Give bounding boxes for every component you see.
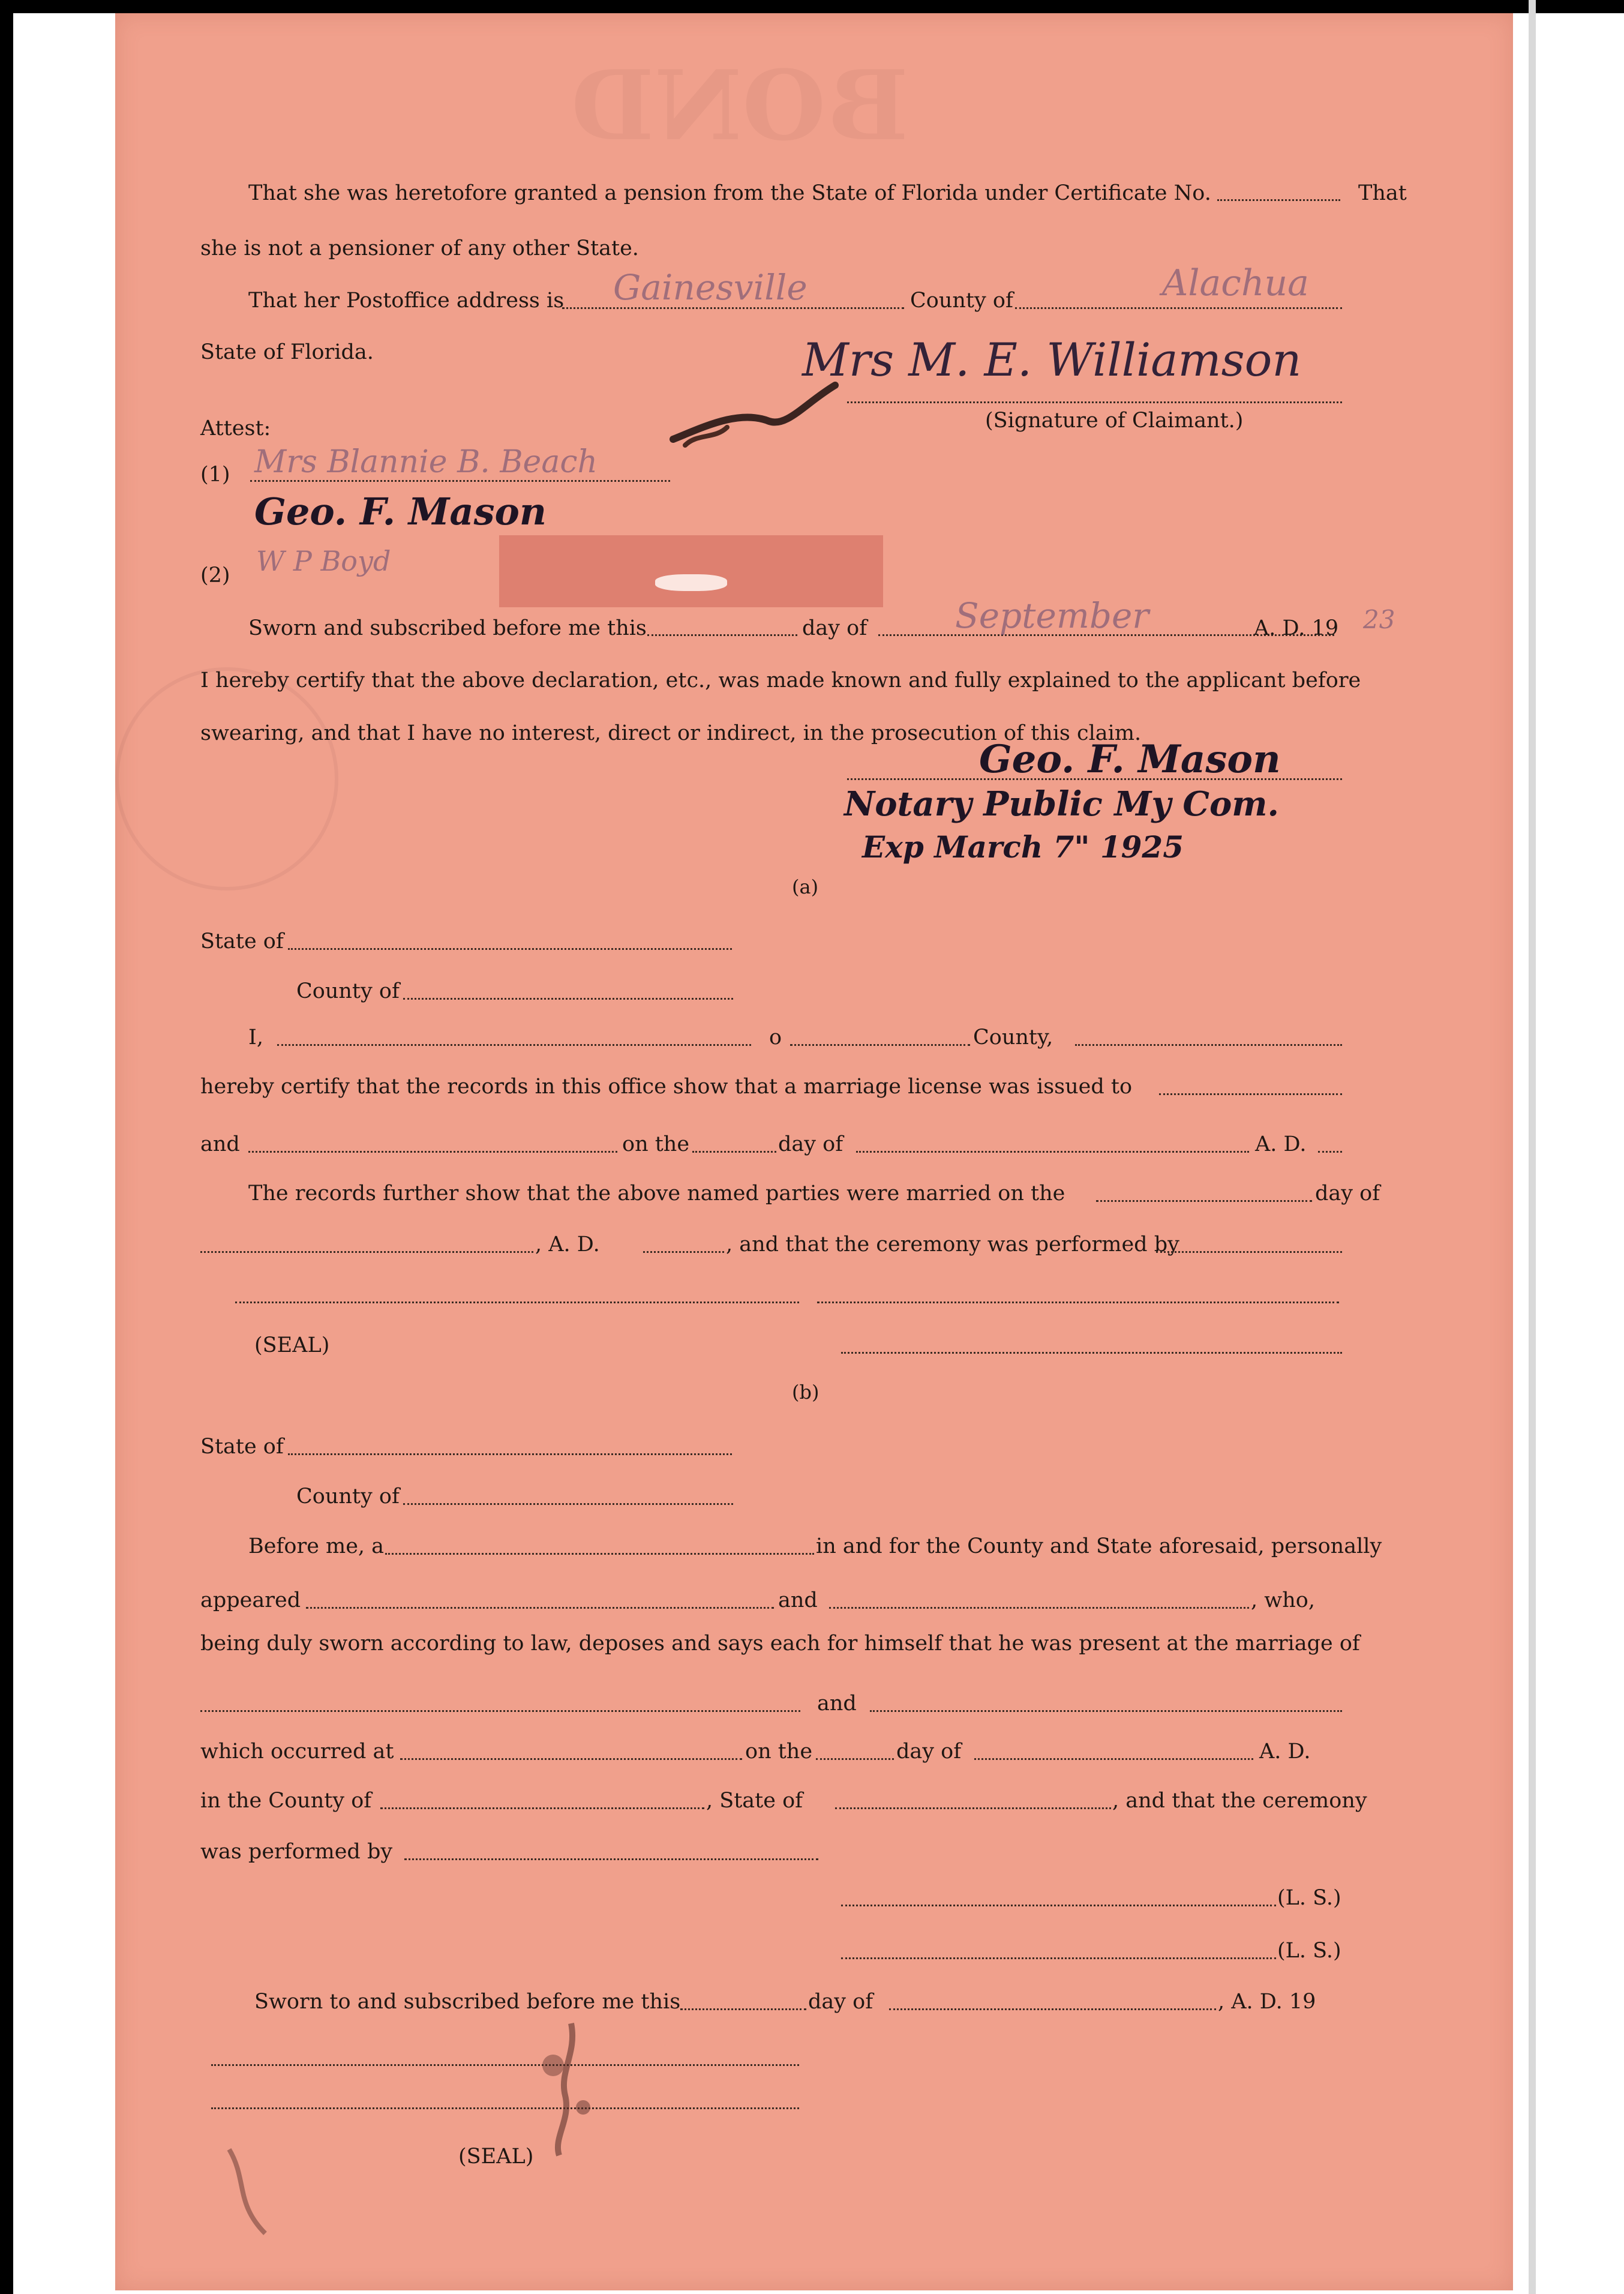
ink-blot-lower [499, 2017, 643, 2161]
stamp-remnant [499, 535, 883, 607]
section-a-day-of-line [856, 1151, 1249, 1153]
which-occurred-text: which occurred at [200, 1740, 394, 1764]
was-performed-by-text: was performed by [200, 1840, 393, 1864]
and-that-ceremony-text: , and that the ceremony [1112, 1789, 1367, 1813]
marriage-license-text: hereby certify that the records in this office show that a marriage license was issued to [200, 1075, 1133, 1099]
performed-by-line [404, 1858, 818, 1860]
pension-that-text: That [1358, 181, 1407, 205]
marriage-party-2-line [870, 1710, 1342, 1712]
sworn-ad: A. D. 19 [1254, 616, 1339, 640]
witness-1-line [250, 480, 670, 482]
postoffice-handwriting: Gainesville [613, 267, 808, 308]
sworn-day-line [647, 634, 797, 636]
pension-form-page [115, 13, 1513, 2290]
section-a-ad-line [1318, 1151, 1342, 1153]
witness-1-signature: Mrs Blannie B. Beach [254, 444, 598, 480]
section-b-on-the-line [816, 1758, 894, 1760]
married-month-line [200, 1251, 533, 1253]
section-a-and-line [248, 1151, 617, 1153]
section-b-ad: A. D. [1259, 1740, 1311, 1764]
section-b-day-of: day of [896, 1740, 962, 1764]
sworn-to-month-line [889, 2008, 1216, 2010]
locus-sigilli-1: (L. S.) [1277, 1886, 1341, 1910]
section-a-seal: (SEAL) [254, 1333, 330, 1357]
bleed-through-seal [115, 667, 338, 890]
section-a-name-line [277, 1044, 751, 1046]
scan-border-left [0, 0, 13, 2294]
section-b-county-of: County of [296, 1485, 400, 1509]
being-duly-sworn-text: being duly sworn according to law, deposes and says each for himself that he was present at the marriage of [200, 1632, 1360, 1656]
section-a-on-the: on the [622, 1132, 690, 1156]
section-a-county-of: County of [296, 979, 400, 1003]
officiant-line [1156, 1251, 1342, 1253]
appeared-and: and [778, 1588, 818, 1612]
affiant-2-signature-line [841, 1957, 1276, 1959]
notary-title: Notary Public My Com. [844, 784, 1280, 824]
claimant-signature-line [847, 401, 1342, 403]
in-the-county-line [380, 1807, 704, 1809]
section-b-state-inline-line [835, 1807, 1111, 1809]
certificate-number-line [1217, 199, 1340, 201]
witness-1-second-signature: Geo. F. Mason [254, 490, 547, 533]
section-a-county-comma: County, [973, 1025, 1053, 1049]
license-issued-to-line [1159, 1093, 1342, 1095]
county-label: County of [910, 289, 1013, 313]
certify-line-1: I hereby certify that the above declaration, etc., was made known and fully explained to the applicant before [200, 668, 1361, 692]
appeared-line-1 [306, 1607, 774, 1609]
section-a-state-of: State of [200, 929, 284, 953]
section-b-county-line [403, 1503, 733, 1505]
county-handwriting: Alachua [1162, 262, 1309, 304]
notary-line [847, 778, 1342, 780]
before-me-line [385, 1553, 814, 1555]
attest-label: Attest: [200, 416, 271, 440]
section-a-county-line [403, 998, 733, 1000]
before-me-text: Before me, a [248, 1534, 385, 1558]
married-ad: , A. D. [535, 1233, 600, 1257]
ink-smudge-left [217, 2143, 289, 2239]
section-b-on-the: on the [745, 1740, 813, 1764]
section-a-blank-line-1 [235, 1302, 799, 1303]
section-a-and: and [200, 1132, 240, 1156]
section-b-state-of: State of [200, 1435, 284, 1459]
sworn-text: Sworn and subscribed before me this [248, 616, 647, 640]
section-b-day-of-line [974, 1758, 1253, 1760]
sworn-day-of: day of [802, 616, 867, 640]
sworn-to-ad: , A. D. 19 [1218, 1990, 1316, 2014]
county-line [1015, 307, 1342, 309]
section-a-blank-line-2 [817, 1302, 1339, 1303]
scan-edge-right [1529, 0, 1536, 2294]
section-b-state-of-inline: , State of [706, 1789, 803, 1813]
section-b-label: (b) [792, 1381, 819, 1404]
certify-line-2: swearing, and that I have no interest, direct or indirect, in the prosecution of this claim. [200, 721, 1142, 745]
section-a-official-signature-line [841, 1352, 1342, 1354]
sworn-to-day-line [680, 2008, 806, 2010]
ceremony-performed-by: , and that the ceremony was performed by [726, 1233, 1179, 1257]
section-a-on-the-line [692, 1151, 776, 1153]
married-on-line [1096, 1200, 1312, 1202]
locus-sigilli-2: (L. S.) [1277, 1939, 1341, 1963]
section-a-day-of: day of [778, 1132, 843, 1156]
in-the-county-text: in the County of [200, 1789, 372, 1813]
signature-scrawl [667, 367, 847, 457]
section-a-office-line [790, 1044, 970, 1046]
section-a-county-name-line [1075, 1044, 1342, 1046]
signature-caption: (Signature of Claimant.) [985, 409, 1244, 433]
sworn-month-handwriting: September [955, 595, 1149, 636]
section-a-state-line [288, 948, 732, 950]
sworn-to-text: Sworn to and subscribed before me this [254, 1990, 681, 2014]
in-and-for-text: in and for the County and State aforesaid, personally [816, 1534, 1382, 1558]
notary-signature: Geo. F. Mason [979, 737, 1281, 782]
bleed-through-heading: BOND [571, 49, 909, 162]
section-a-ad: A. D. [1255, 1132, 1307, 1156]
claimant-signature: Mrs M. E. Williamson [802, 333, 1302, 386]
marriage-party-1-line [200, 1710, 800, 1712]
witness-1-number: (1) [200, 463, 230, 487]
section-a-label: (a) [792, 875, 819, 898]
marriage-parties-and: and [817, 1692, 857, 1716]
state-of-florida-text: State of Florida. [200, 340, 374, 364]
which-occurred-line [400, 1758, 742, 1760]
stamp-tear [655, 574, 727, 591]
appeared-who: , who, [1251, 1588, 1315, 1612]
sworn-year-handwriting: 23 [1363, 605, 1395, 634]
not-pensioner-text: she is not a pensioner of any other State. [200, 236, 639, 260]
appeared-line-2 [829, 1607, 1249, 1609]
notary-commission-expiry: Exp March 7" 1925 [862, 829, 1184, 865]
postoffice-label: That her Postoffice address is [248, 289, 565, 313]
witness-2-number: (2) [200, 563, 230, 587]
sworn-to-day-of: day of [808, 1990, 873, 2014]
records-day-of: day of [1315, 1182, 1380, 1206]
appeared-text: appeared [200, 1588, 301, 1612]
married-year-line [643, 1251, 724, 1253]
section-a-i-label: I, [248, 1025, 263, 1049]
witness-2-signature: W P Boyd [256, 545, 391, 577]
section-a-o-label: o [769, 1025, 782, 1049]
pension-certificate-text: That she was heretofore granted a pension from the State of Florida under Certificate No. [248, 181, 1211, 205]
section-b-seal: (SEAL) [458, 2145, 534, 2169]
section-b-state-line [288, 1453, 732, 1455]
scan-border-top [0, 0, 1624, 13]
records-further-text: The records further show that the above named parties were married on the [248, 1182, 1065, 1206]
affiant-1-signature-line [841, 1905, 1276, 1906]
